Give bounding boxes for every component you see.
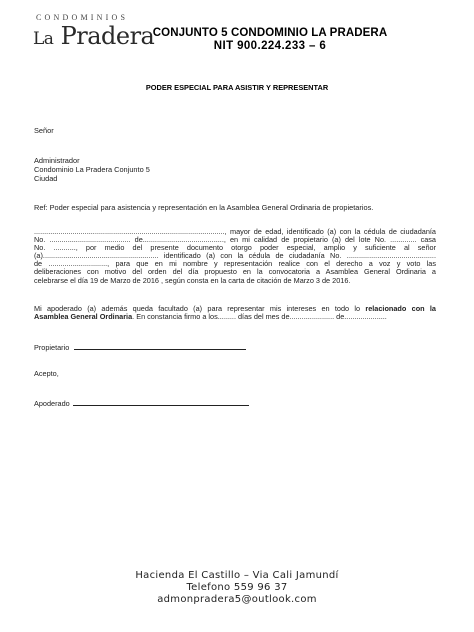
closing-text: Mi apoderado (a) además queda facultado (a) para representar mis intereses en todo lo [34,305,366,313]
body-line: No. ..........., por medio del presente documento otorgo poder especial, amplio y suficiente al señor [34,244,436,253]
reference-line: Ref: Poder especial para asistencia y representación en la Asamblea General Ordinaria de propietarios. [34,203,374,212]
footer-email: admonpradera5@outlook.com [157,594,317,605]
logo-pradera: Pradera [60,22,155,50]
logo [33,22,154,50]
salutation: Señor [34,126,54,135]
footer-address: Hacienda El Castillo – Via Cali Jamundí [135,570,339,581]
closing-line [34,305,436,313]
propietario-signature [34,343,246,352]
body-line: .............................................................................................., mayor de edad, identificado (a) con la cédula de ciudadanía [34,228,436,236]
recipient-block [34,156,150,183]
body-line: deliberaciones con motivo del orden del día propuesto en la convocatoria a Asamblea General Ordinaria a [34,268,436,277]
apoderado-label: Apoderado [34,399,70,408]
document-title: PODER ESPECIAL PARA ASISTIR Y REPRESENTAR [145,83,329,92]
organization-name: CONJUNTO 5 CONDOMINIO LA PRADERA [152,27,388,39]
signature-line [74,343,246,350]
acepto-label: Acepto, [34,369,59,378]
body-line: No. ........................................ de........................................, en mi calidad de propietario (a) del lote No. ............. casa [34,236,436,245]
closing-paragraph [34,305,436,321]
logo-la: La [33,29,54,49]
body-paragraph [34,228,436,285]
footer-phone: Telefono 559 96 37 [186,582,288,593]
logo-subtitle: CONDOMINIOS [36,13,129,22]
recipient-line: Condominio La Pradera Conjunto 5 [34,165,150,174]
signature-line [73,399,249,406]
organization-nit: NIT 900.224.233 – 6 [213,40,327,52]
recipient-line: Ciudad [34,174,58,183]
body-line: de ............................., para que en mi nombre y representación realice con el derecho a voz y voto las [34,260,436,269]
recipient-line: Administrador [34,156,80,165]
closing-bold: relacionado con la [365,305,436,313]
closing-text: . En constancia firmo a los......... días del mes de...................... de..................... [132,313,387,322]
body-line: (a)......................................................... identificado (a) con la cédula de ciudadanía No. ............................................ [34,252,436,261]
closing-line [34,313,436,321]
propietario-label: Propietario [34,343,70,352]
closing-bold: Asamblea General Ordinaria [34,313,133,322]
body-line: celebrarse el día 19 de Marzo de 2016 , según consta en la carta de citación de Marzo 3 de 2016. [34,276,351,285]
apoderado-signature [34,399,249,408]
